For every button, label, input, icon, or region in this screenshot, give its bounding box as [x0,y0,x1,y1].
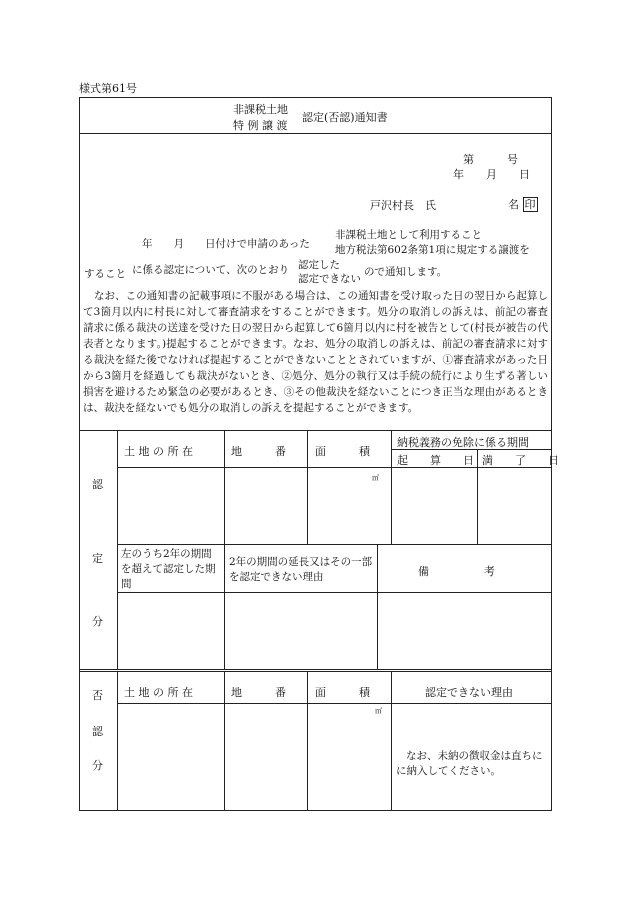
denied-side-1: 否 [92,689,103,702]
denied-side-3: 分 [92,759,103,772]
issuer: 戸沢村長 氏 [370,199,436,212]
approved-side-1: 認 [92,478,103,491]
grid-line [477,449,478,544]
result-2: 認定できない [298,273,361,285]
approved-side-2: 定 [92,552,103,565]
grid-line [224,544,225,670]
denied-side-2: 認 [92,725,103,738]
title-main: 認定(否認)通知書 [302,111,388,124]
notice-number: 第 号 [463,153,518,166]
notice-date: 年 月 日 [453,168,530,181]
grid-line [307,430,308,544]
grid-line [117,544,552,545]
result-1: 認定した [298,259,340,271]
grid-line [307,672,308,811]
grid-line [117,703,552,704]
approved-col-extended: 左のうち2年の期間を超えて認定した期間 [121,548,216,590]
denied-side-divider [117,672,118,811]
grid-line [117,592,552,593]
approved-col-remarks: 備 考 [418,565,495,578]
approved-col-reason: 2年の期間の延長又はその一部を認定できない理由 [229,556,373,583]
denied-area-unit: ㎡ [375,707,382,715]
end-text: ので通知します。 [364,266,448,278]
title-divider [79,133,552,134]
denied-col-location: 土 地 の 所 在 [124,686,193,699]
approved-col-exemption: 納税義務の免除に係る期間 [397,436,529,449]
grid-line [224,430,225,544]
section-separator [79,669,552,672]
approved-col-end: 満 了 日 [482,454,559,467]
grid-line [377,544,378,670]
denied-col-reason: 認定できない理由 [425,686,513,699]
appeal-paragraph: なお、この通知書の記載事項に不服がある場合は、この通知書を受け取った日の翌日から起算して3箇月以内に村長に対して審査請求をすることができます。処分の取消しの訴えは、前記の審査請求に係る裁決の送達を受けた日の翌日から起算して6箇月以内に村を被告として(村長が被告の代表者となります。)提起することができます。なお、処分の取消しの訴えは、前記の審査請求に対する裁決を経た後でなければ提起することができないこととされていますが、①審査請求があった日から3箇月を経過しても裁決がないとき、②処分、処分の執行又は手続の続行により生ずる著しい損害を避けるため緊急の必要があるとき、③その他裁決を経ないことにつき正当な理由があるときは、裁決を経ないでも処分の取消しの訴えを提起することができます。 [83,290,548,414]
grid-line [391,449,552,450]
denied-col-area: 面 積 [315,686,370,699]
notice-divider [79,430,552,431]
approved-col-start: 起 算 日 [397,454,474,467]
name-text: 名 [508,198,519,211]
grid-line [391,430,392,544]
form-number: 様式第61号 [79,82,137,95]
grid-line [391,672,392,811]
approved-side-divider [117,430,118,670]
approved-side-3: 分 [92,615,103,628]
approved-col-lot: 地 番 [231,445,286,458]
body-date: 年 月 日付けで申請のあった [142,238,310,250]
approved-col-location: 土 地 の 所 在 [124,445,193,458]
title-line-2: 特 例 譲 渡 [233,119,288,132]
suru-koto: すること [84,268,126,280]
purpose-1: 非課税土地として利用すること [335,229,482,241]
purpose-2: 地方税法第602条第1項に規定する譲渡を [335,244,530,256]
approved-area-unit: ㎡ [372,474,379,482]
grid-line [224,672,225,811]
title-line-1: 非課税土地 [233,103,288,116]
seal-mark: 印 [524,198,536,211]
denied-col-lot: 地 番 [231,686,286,699]
grid-line [117,467,552,468]
name-label [508,196,538,212]
denied-note: なお、未納の徴収金は直ちにに納入してください。 [396,750,543,777]
approved-col-area: 面 積 [315,445,370,458]
mid-text: に係る認定について、次のとおり [132,264,290,276]
